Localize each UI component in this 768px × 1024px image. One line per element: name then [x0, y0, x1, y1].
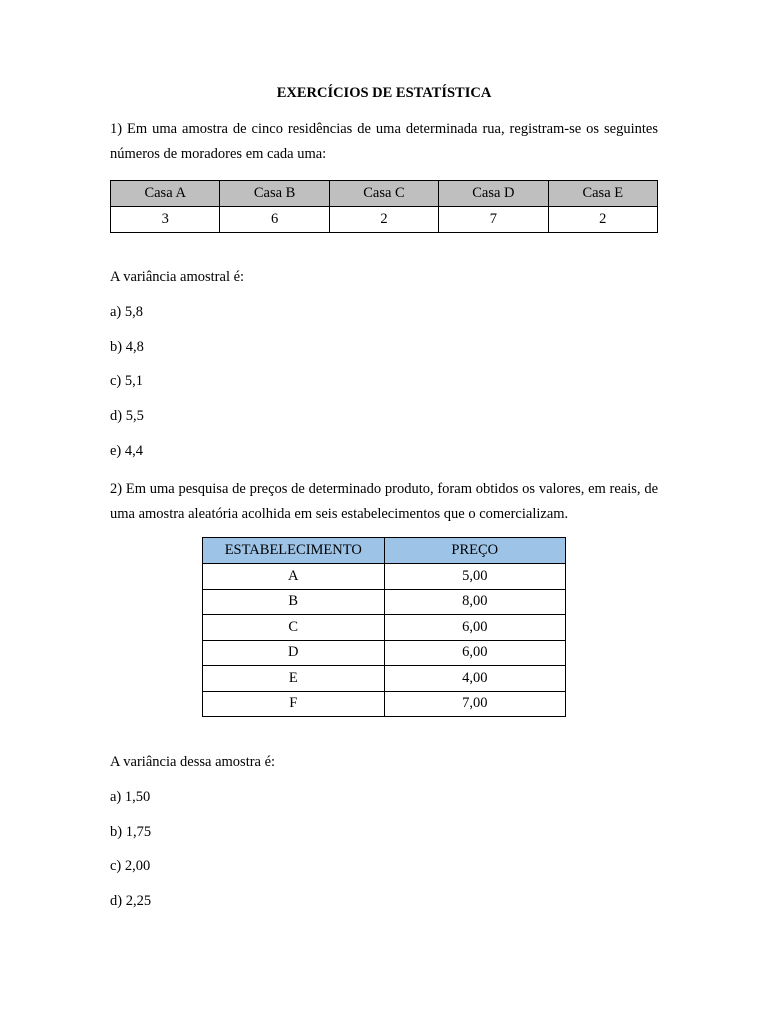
question-2-option-b: b) 1,75 [110, 824, 152, 840]
table-cell: 5,00 [384, 564, 566, 590]
question-2-option-c: c) 2,00 [110, 858, 151, 874]
table-header-cell: Casa C [329, 181, 438, 207]
question-2-option-d: d) 2,25 [110, 893, 152, 909]
table-cell: 8,00 [384, 589, 566, 615]
table-header-cell: Casa D [439, 181, 548, 207]
question-1-text: 1) Em uma amostra de cinco residências de uma determinada rua, registram-se os seguintes números de moradores em cada uma: [110, 121, 658, 162]
table-cell: 7 [439, 207, 548, 233]
question-1-option-c: c) 5,1 [110, 373, 144, 389]
table-cell: 6,00 [384, 640, 566, 666]
table-cell: 6 [220, 207, 329, 233]
question-1-option-b: b) 4,8 [110, 339, 144, 355]
table-cell: 3 [111, 207, 220, 233]
table-cell: F [203, 691, 385, 717]
table-row [203, 666, 566, 692]
table-cell: 4,00 [384, 666, 566, 692]
table-cell: D [203, 640, 385, 666]
table-cell: C [203, 615, 385, 641]
table-row [203, 564, 566, 590]
table-header-cell: Casa B [220, 181, 329, 207]
question-1-option-a: a) 5,8 [110, 304, 144, 320]
question-1-option-e: e) 4,4 [110, 443, 144, 459]
question-1-prompt: A variância amostral é: [110, 269, 245, 285]
table-cell: 7,00 [384, 691, 566, 717]
table-row [203, 691, 566, 717]
prices-table [202, 537, 566, 717]
table-row [203, 615, 566, 641]
table-cell: B [203, 589, 385, 615]
table-cell: A [203, 564, 385, 590]
table-header-cell: ESTABELECIMENTO [203, 538, 385, 564]
table-cell: 2 [548, 207, 657, 233]
question-2-text: 2) Em uma pesquisa de preços de determinado produto, foram obtidos os valores, em reais, de uma amostra aleatória acolhida em seis estabelecimentos que o comercializam. [110, 481, 658, 522]
table-cell: 6,00 [384, 615, 566, 641]
table-cell: 2 [329, 207, 438, 233]
table-header-cell: PREÇO [384, 538, 566, 564]
table-row [111, 207, 658, 233]
table-header-cell: Casa E [548, 181, 657, 207]
page-title: EXERCÍCIOS DE ESTATÍSTICA [276, 85, 492, 101]
houses-table [110, 180, 658, 233]
question-1-option-d: d) 5,5 [110, 408, 144, 424]
table-header-row [203, 538, 566, 564]
table-row [203, 640, 566, 666]
table-cell: E [203, 666, 385, 692]
table-row [203, 589, 566, 615]
question-2-prompt: A variância dessa amostra é: [110, 754, 276, 770]
question-2-option-a: a) 1,50 [110, 789, 151, 805]
table-header-cell: Casa A [111, 181, 220, 207]
table-header-row [111, 181, 658, 207]
